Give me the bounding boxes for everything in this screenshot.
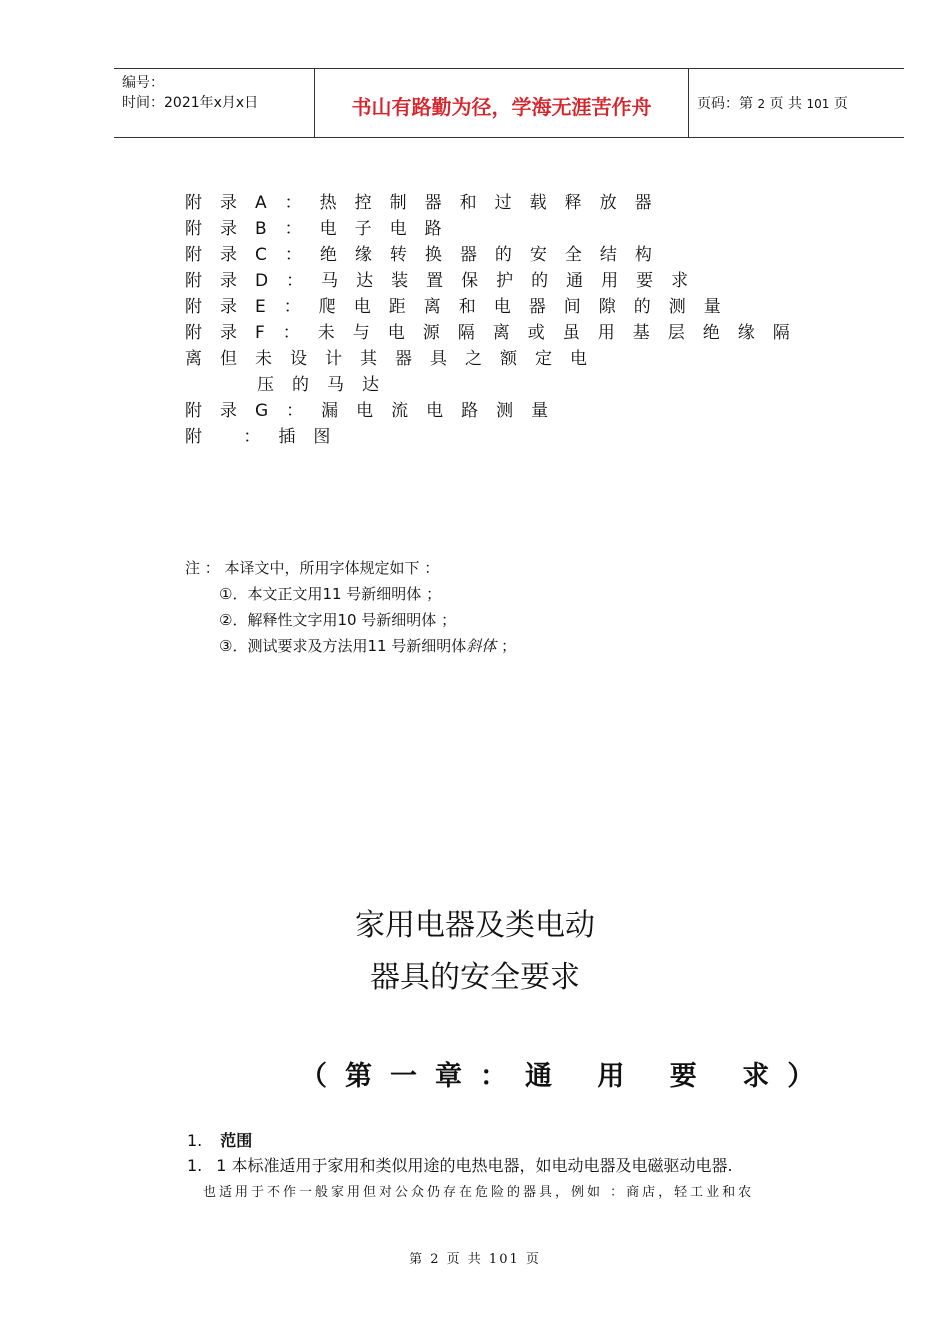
header-page-info (697, 93, 848, 113)
section-label: 范围 (220, 1131, 253, 1150)
appendix-item-continued: 压的马达 (257, 375, 397, 395)
document-title-line2: 器具的安全要求 (370, 960, 580, 995)
appendix-item: 附录F：未与电源隔离或虽用基层绝缘隔 (185, 323, 808, 343)
chapter-heading: （第一章：通 用 要 求） (300, 1061, 833, 1092)
note-item-text: ③．测试要求及方法用11 号新细明体 (219, 637, 467, 655)
appendix-item: 附录G：漏电流电路测量 (185, 401, 567, 421)
page-total: 101 (806, 97, 830, 111)
section-number: 1. (187, 1156, 203, 1175)
font-note (185, 555, 516, 659)
note-item (185, 633, 516, 659)
note-item-italic: 斜体 (466, 637, 497, 655)
section-paragraph (187, 1153, 733, 1176)
page-number: 2 (757, 97, 766, 111)
paragraph-text: 1 本标准适用于家用和类似用途的电热电器，如电动电器及电磁驱动电器. (216, 1156, 733, 1175)
appendix-list (185, 190, 808, 450)
document-title-line1: 家用电器及类电动 (355, 908, 595, 943)
appendix-item-continued: 离但未设计其器具之额定电 (185, 349, 605, 369)
header-meta (122, 73, 258, 113)
section-heading (187, 1128, 252, 1151)
paragraph-continuation: 也适用于不作一般家用但对公众仍存在危险的器具，例如 ：商店，轻工业和农 (203, 1185, 755, 1200)
header-motto: 书山有路勤为径，学海无涯苦作舟 (351, 95, 652, 119)
page-prefix: 页码：第 (697, 96, 753, 112)
note-item: ②．解释性文字用10 号新细明体 ； (219, 611, 457, 629)
appendix-item: 附录B：电子电路 (185, 219, 460, 239)
note-label: 注 ： 本译文中，所用字体规定如下 ： (185, 559, 440, 577)
page-mid: 页 共 (769, 96, 802, 112)
page-footer: 第 2 页 共 101 页 (409, 1252, 541, 1267)
section-number: 1. (187, 1131, 203, 1150)
note-item: ①．本文正文用11 号新细明体 ； (219, 585, 442, 603)
note-item-end: ； (496, 637, 517, 655)
appendix-item: 附 ：插图 (185, 427, 349, 447)
appendix-item: 附录D：马达装置保护的通用要求 (185, 271, 707, 291)
appendix-item: 附录C：绝缘转换器的安全结构 (185, 245, 670, 265)
appendix-item: 附录E：爬电距离和电器间隙的测量 (185, 297, 739, 317)
page-suffix: 页 (833, 96, 848, 112)
time-label: 时间：2021年x月x日 (122, 95, 259, 111)
page-header (114, 68, 904, 138)
header-divider (688, 69, 689, 137)
appendix-item: 附录A：热控制器和过载释放器 (185, 193, 670, 213)
number-label: 编号： (122, 75, 164, 91)
